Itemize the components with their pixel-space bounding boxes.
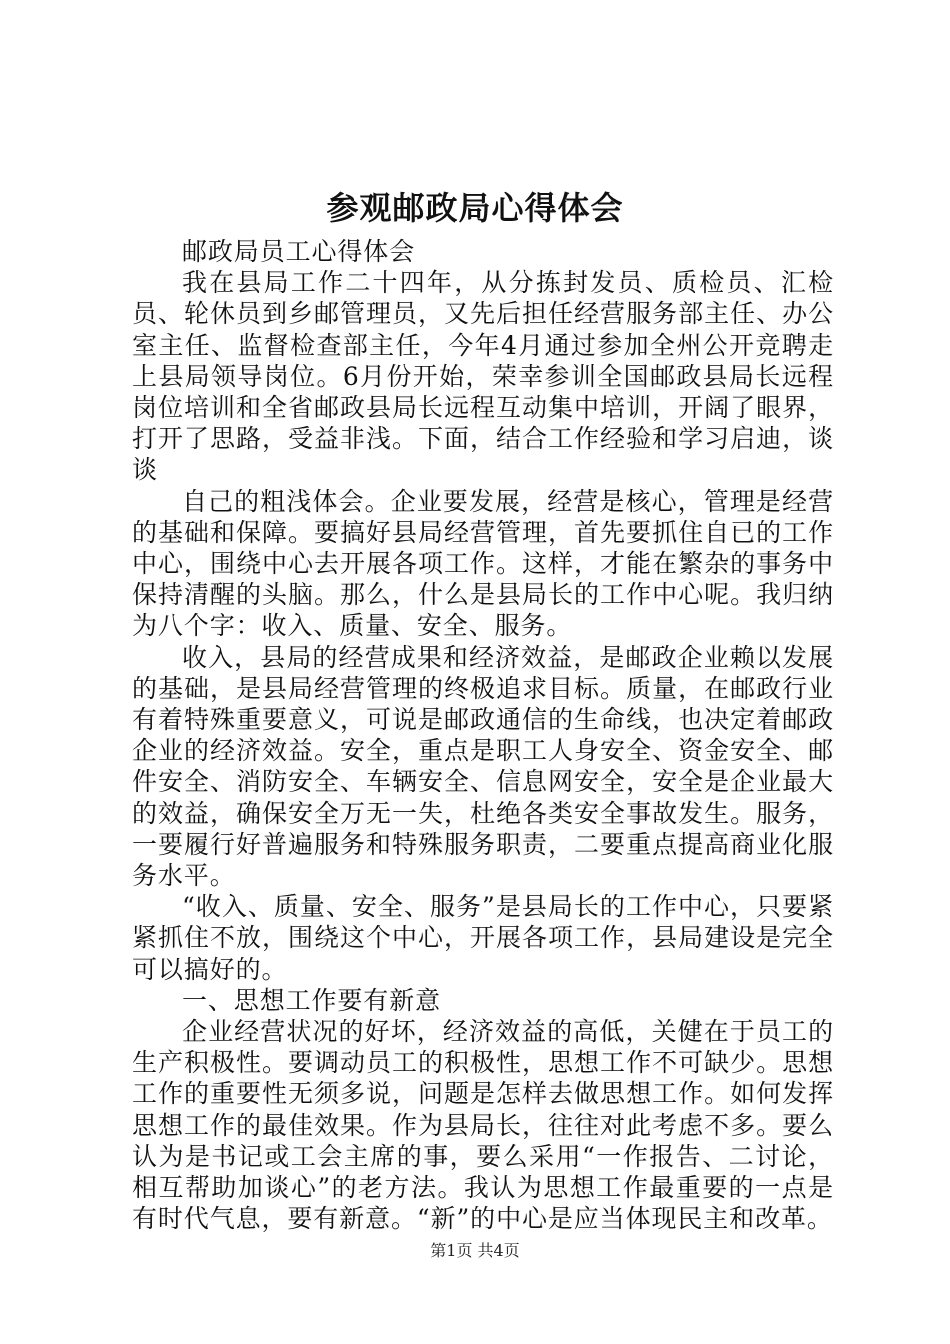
body-paragraph: 我在县局工作二十四年，从分拣封发员、质检员、汇检员、轮休员到乡邮管理员，又先后担任经营服务部主任、办公室主任、监督检查部主任，今年4月通过参加全州公开竞聘走上县局领导岗位。6月份开始，荣幸参训全国邮政县局长远程岗位培训和全省邮政县局长远程互动集中培训，开阔了眼界，打开了思路，受益非浅。下面，结合工作经验和学习启迪，谈谈 xyxy=(132,268,834,485)
body-paragraph: 企业经营状况的好坏，经济效益的高低，关健在于员工的生产积极性。要调动员工的积极性，思想工作不可缺少。思想工作的重要性无须多说，问题是怎样去做思想工作。如何发挥思想工作的最佳效果。作为县局长，往往对此考虑不多。要么认为是书记或工会主席的事，要么采用“一作报告、二讨论，相互帮助加谈心”的老方法。我认为思想工作最重要的一点是有时代气息，要有新意。“新”的中心是应当体现民主和改革。 xyxy=(132,1017,834,1234)
page-footer: 第1页 共4页 xyxy=(430,1241,520,1260)
document-body xyxy=(132,236,834,1235)
body-paragraph: 收入，县局的经营成果和经济效益，是邮政企业赖以发展的基础，是县局经营管理的终极追求目标。质量，在邮政行业有着特殊重要意义，可说是邮政通信的生命线，也决定着邮政企业的经济效益。安全，重点是职工人身安全、资金安全、邮件安全、消防安全、车辆安全、信息网安全，安全是企业最大的效益，确保安全万无一失，杜绝各类安全事故发生。服务，一要履行好普遍服务和特殊服务职责，二要重点提高商业化服务水平。 xyxy=(132,642,834,891)
section-heading: 一、思想工作要有新意 xyxy=(182,985,442,1015)
body-paragraph: 自己的粗浅体会。企业要发展，经营是核心，管理是经营的基础和保障。要搞好县局经营管理，首先要抓住自已的工作中心，围绕中心去开展各项工作。这样，才能在繁杂的事务中保持清醒的头脑。那么，什么是县局长的工作中心呢。我归纳为八个字：收入、质量、安全、服务。 xyxy=(132,486,834,641)
document-title: 参观邮政局心得体会 xyxy=(326,189,624,227)
body-paragraph-subtitle: 邮政局员工心得体会 xyxy=(182,237,416,266)
body-paragraph: “收入、质量、安全、服务”是县局长的工作中心，只要紧紧抓住不放，围绕这个中心，开展各项工作，县局建设是完全可以搞好的。 xyxy=(132,892,834,984)
